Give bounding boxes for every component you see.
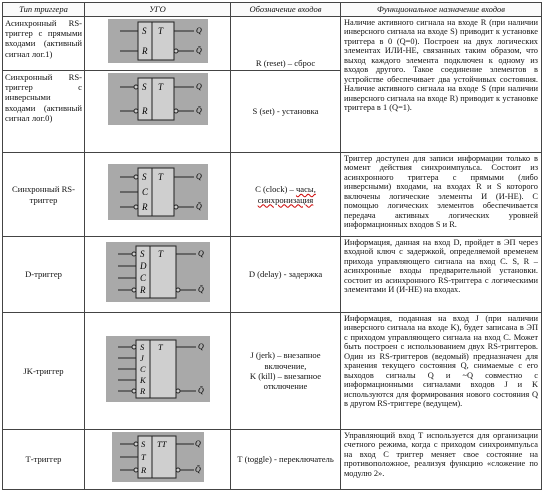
header-type: Тип триггера xyxy=(3,3,85,17)
ugo-label: TT xyxy=(156,439,166,449)
sync-rs-symbol xyxy=(108,164,208,220)
trigger-type-async-direct: Асинхронный RS-триггер с прямыми входами (активный сигнал лог.1) xyxy=(3,17,85,71)
t-trigger-symbol xyxy=(112,432,204,482)
ugo-label: T xyxy=(157,82,163,92)
ugo-label: J xyxy=(139,352,144,363)
trigger-type-jk: JK-триггер xyxy=(3,313,85,430)
table-row xyxy=(3,430,542,490)
ugo-label: R xyxy=(141,46,147,56)
inputs-clock-b: часы, синхронизация xyxy=(257,184,316,205)
svg-text:Q: Q xyxy=(195,26,202,35)
svg-text:Q: Q xyxy=(194,439,201,448)
ugo-cell xyxy=(85,71,231,153)
svg-text:Q̄: Q̄ xyxy=(195,46,202,55)
inputs-set: S (set) - установка xyxy=(231,71,341,153)
ugo-label: C xyxy=(139,363,146,374)
inputs-clock-a: C (clock) – xyxy=(255,184,294,195)
trigger-type-async-inverse: Синхронный RS-триггер с инверсными входами (активный сигнал лог.0) xyxy=(3,71,85,153)
ugo-label: S xyxy=(140,439,145,449)
inputs-jk-b: K (kill) – внезапное отключение xyxy=(249,371,322,392)
trigger-table xyxy=(2,2,542,490)
svg-text:Q̄: Q̄ xyxy=(195,202,202,211)
table-row xyxy=(3,313,542,430)
ugo-label: R xyxy=(139,385,145,396)
ugo-cell xyxy=(85,17,231,71)
ugo-label: T xyxy=(140,452,146,462)
ugo-label: T xyxy=(157,249,163,259)
table-row xyxy=(3,17,542,71)
table-header-row xyxy=(3,3,542,17)
rs-inverse-symbol xyxy=(108,73,208,125)
ugo-label: S xyxy=(139,249,144,259)
ugo-cell xyxy=(85,313,231,430)
svg-text:Q: Q xyxy=(195,172,202,181)
ugo-cell xyxy=(85,430,231,490)
ugo-label: T xyxy=(157,26,163,36)
header-ugo: УГО xyxy=(85,3,231,17)
ugo-label: K xyxy=(139,374,146,385)
rs-function-text: Наличие активного сигнала на входе R (при наличии инверсного сигнала на входе S) приводит к установке триггера в 0 (Q=0). Построен на двух логических элементах ИЛИ-НЕ, связанных таким образом, что выход каждого элемента подключен к одному из входов другого. Такое соединение элементов в устройстве обеспечивает два устойчивых состояния. Наличие активного сигнала на входе S (при наличии инверсного сигнала на входе R) приводит к установке триггера в 1 (Q=1). xyxy=(341,17,542,153)
svg-text:Q: Q xyxy=(195,82,202,91)
table-row xyxy=(3,237,542,313)
ugo-label: C xyxy=(139,273,146,283)
svg-text:Q̄: Q̄ xyxy=(197,385,204,395)
svg-text:Q̄: Q̄ xyxy=(195,106,202,115)
inputs-jk xyxy=(231,313,341,430)
svg-text:Q̄: Q̄ xyxy=(194,465,201,474)
ugo-label: R xyxy=(139,285,145,295)
table-row xyxy=(3,153,542,237)
header-func: Функциональное назначение входов xyxy=(341,3,542,17)
ugo-label: R xyxy=(140,465,146,475)
rs-direct-symbol xyxy=(108,19,208,63)
ugo-label: S xyxy=(141,26,146,36)
inputs-toggle: Т (toggle) - переключатель xyxy=(231,430,341,490)
ugo-label: T xyxy=(157,341,163,352)
header-inputs: Обозначение входов xyxy=(231,3,341,17)
jk-function-text: Информация, поданная на вход J (при наличии инверсного сигнала на входе K), будет записана в ЭП с приходом управляющего сигнала на вход C. Может быть построен с использованием двух RS-триггеров. Один из RS-триггеров (ведомый) предназначен для хранения текущего состояния Q, снимаемые с его выходов сигналы Q и ~Q совместно с информационными сигналами входов J и K используются для формирования нового состояния Q в другом RS-триггере (ведущем). xyxy=(341,313,542,430)
ugo-label: S xyxy=(141,82,146,92)
ugo-label: S xyxy=(139,341,144,352)
jk-trigger-symbol xyxy=(106,336,210,402)
sync-rs-function-text: Триггер доступен для записи информации только в момент действия синхроимпульса. Состоит из асинхронного триггера с прямыми (либо инверсными) входами, на входах R и S которого включены логические элементы И (И-НЕ). С помощью логических элементов обеспечивается передача активных логических уровней информационных входов S и R. xyxy=(341,153,542,237)
inputs-clock xyxy=(231,153,341,237)
ugo-label: S xyxy=(141,172,146,182)
svg-text:Q: Q xyxy=(197,249,204,258)
svg-text:Q̄: Q̄ xyxy=(197,285,204,294)
trigger-type-t: Т-триггер xyxy=(3,430,85,490)
trigger-type-d: D-триггер xyxy=(3,237,85,313)
ugo-label: D xyxy=(139,261,146,271)
inputs-reset: R (reset) – сброс xyxy=(231,17,341,71)
d-function-text: Информация, данная на вход D, пройдет в ЭП через входной ключ с задержкой, определяемой временем прихода управляющего сигнала на вход C. S, R – асинхронные входы предварительной установки. состоит из асинхронного RS-триггера с логическими элементами И (И-НЕ) на входах. xyxy=(341,237,542,313)
svg-text:Q: Q xyxy=(197,341,204,351)
ugo-cell xyxy=(85,237,231,313)
ugo-label: T xyxy=(157,172,163,182)
inputs-jk-a: J (jerk) – внезапное включение, xyxy=(250,350,321,371)
ugo-label: C xyxy=(141,187,148,197)
d-trigger-symbol xyxy=(106,242,210,302)
t-function-text: Управляющий вход Т используется для организации счетного режима, когда с приходом синхроимпульса на вход С триггер меняет свое состояние на противоположное, реализуя функцию «сложение по модулю 2». xyxy=(341,430,542,490)
ugo-label: R xyxy=(141,106,147,116)
ugo-label: R xyxy=(141,202,147,212)
trigger-type-sync-rs: Синхронный RS-триггер xyxy=(3,153,85,237)
ugo-cell xyxy=(85,153,231,237)
inputs-delay: D (delay) - задержка xyxy=(231,237,341,313)
